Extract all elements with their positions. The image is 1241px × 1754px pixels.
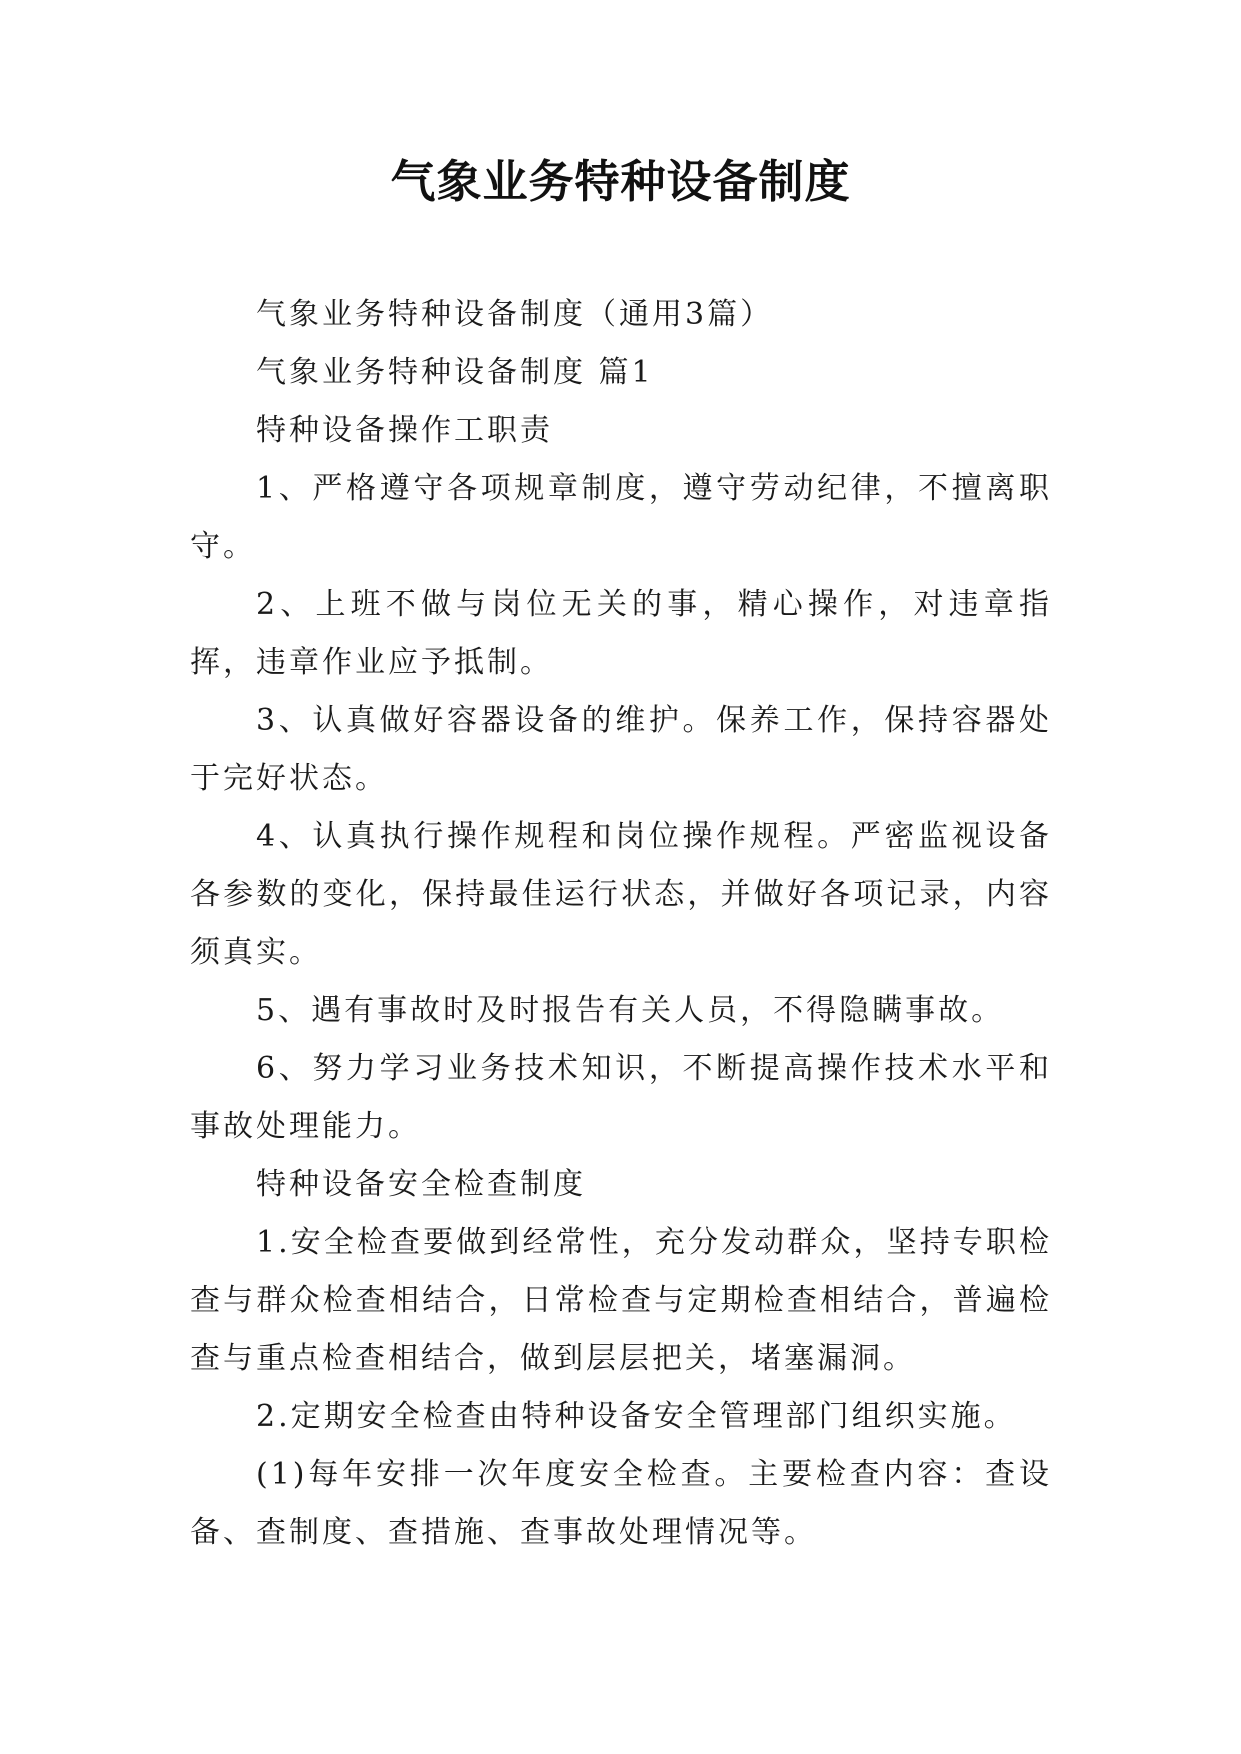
body-paragraph: 2、上班不做与岗位无关的事，精心操作，对违章指挥，违章作业应予抵制。 [190,587,1052,680]
body-paragraph: 1.安全检查要做到经常性，充分发动群众，坚持专职检查与群众检查相结合，日常检查与定期检查相结合，普遍检查与重点检查相结合，做到层层把关，堵塞漏洞。 [190,1225,1052,1376]
body-paragraph: 2.定期安全检查由特种设备安全管理部门组织实施。 [256,1399,1017,1434]
body-paragraph: 3、认真做好容器设备的维护。保养工作，保持容器处于完好状态。 [190,703,1052,796]
section-heading: 气象业务特种设备制度 篇1 [256,355,654,390]
document-title: 气象业务特种设备制度 [390,155,851,208]
body-paragraph: 4、认真执行操作规程和岗位操作规程。严密监视设备各参数的变化，保持最佳运行状态，并做好各项记录，内容须真实。 [190,819,1052,970]
subsection-heading: 特种设备安全检查制度 [256,1167,586,1202]
subtitle-paragraph: 气象业务特种设备制度（通用3篇） [256,297,774,332]
subsection-heading: 特种设备操作工职责 [256,413,553,448]
document-body [190,286,1052,1562]
body-paragraph: 1、严格遵守各项规章制度，遵守劳动纪律，不擅离职守。 [190,471,1052,564]
body-paragraph: (1)每年安排一次年度安全检查。主要检查内容：查设备、查制度、查措施、查事故处理情况等。 [190,1457,1052,1550]
body-paragraph: 6、努力学习业务技术知识，不断提高操作技术水平和事故处理能力。 [190,1051,1052,1144]
body-paragraph: 5、遇有事故时及时报告有关人员，不得隐瞒事故。 [256,993,1005,1028]
